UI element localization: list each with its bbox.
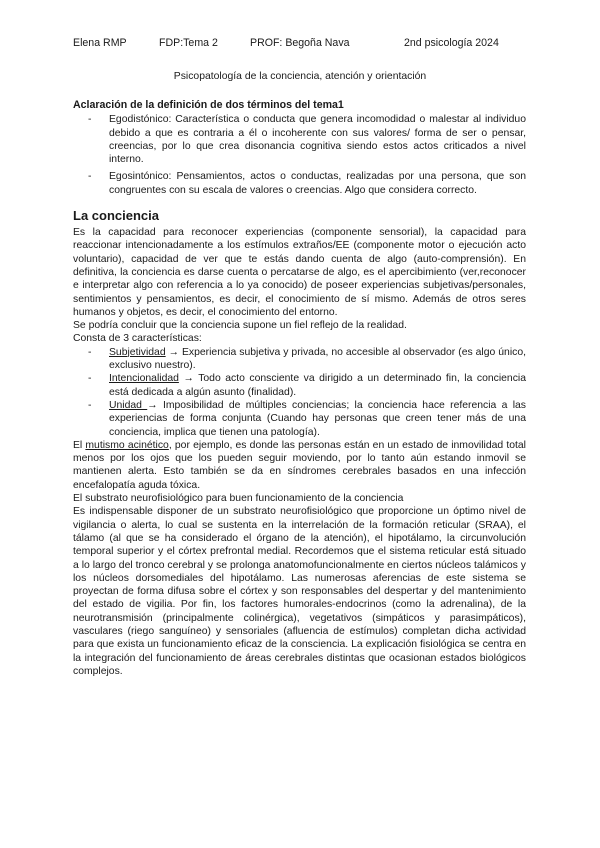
- header-course: 2nd psicología 2024: [404, 37, 499, 49]
- list-item-unidad: [109, 399, 526, 439]
- mutismo-prefix: El: [73, 439, 86, 451]
- term-intencionalidad: Intencionalidad: [109, 373, 179, 385]
- document-body: [73, 99, 526, 678]
- arrow-icon: →: [147, 399, 163, 411]
- mutismo-paragraph: [73, 439, 526, 492]
- arrow-icon: →: [178, 373, 199, 385]
- clarification-list: [73, 113, 526, 197]
- list-item-egodistonico: - Egodistónico: Característica o conducta que genera incomodidad o malestar al individuo debido a que es contraria a él o incoherente con sus valores/ forma de ser o pensar, creencias, por lo que crea disonancia cognitiva siendo estos actos criticados a nivel interno.: [109, 113, 526, 166]
- mutismo-text: , por ejemplo, es donde las personas están en un estado de inmovilidad total menos por los ojos que los pueden seguir moviendo, por lo tanto aún estando inmovil se mantienen alerta. Esto también se da en síndromes cerebrales basados en una infección encefalopatía aguda tóxica.: [73, 439, 526, 491]
- list-item-egosintonico: - Egosintónico: Pensamientos, actos o conductas, realizadas por una persona, que son congruentes con su escala de valores o creencias. Algo que considera correcto.: [109, 170, 526, 197]
- conciencia-intro-paragraph: Es la capacidad para reconocer experiencias (componente sensorial), la capacidad para reaccionar intencionadamente a los estímulos extraños/EE (componente motor o ejecución acto voluntario), capacidad de ver que te estás dando cuenta de algo (auto-comprensión). En definitiva, la conciencia es darse cuenta o percatarse de algo, es el apercibimiento (ver,reconocer e interpretar algo con referencia a lo ya conocido) de poseer experiencias subjetivas/personales, sentimientos y pensamientos, es decir, el conocimiento de sí mismo. Además de otros seres humanos y objetos, es decir, el conocimiento del entorno.: [73, 227, 526, 318]
- unidad-definition: Imposibilidad de múltiples conciencias; la conciencia hace referencia a las experiencias de forma conjunta (Cuando hay personas que creen tener más de una conciencia, implica que tienen una patología).: [109, 399, 527, 438]
- characteristics-list: [73, 346, 526, 439]
- list-item-intencionalidad: [109, 372, 526, 399]
- intencionalidad-definition: Todo acto consciente va dirigido a un determinado fin, la conciencia está dedicada a algún asunto (finalidad).: [109, 373, 526, 398]
- header-subject: FDP:Tema 2: [159, 37, 218, 49]
- header-author: Elena RMP: [73, 37, 127, 49]
- term-mutismo-acinetico: mutismo acinético: [85, 439, 169, 451]
- conciencia-conclusion: Se podría concluir que la conciencia supone un fiel reflejo de la realidad.: [73, 320, 407, 332]
- document-title: Psicopatología de la conciencia, atención y orientación: [173, 71, 427, 82]
- section-heading-conciencia: La conciencia: [73, 208, 159, 224]
- substrate-paragraph: Es indispensable disponer de un substrato neurofisiológico que proporcione un óptimo nivel de vigilancia o alerta, lo cual se sustenta en la interrelación de la formación reticular (SRAA), el tálamo (al que se ha considerado el órgano de la atención), el hipotálamo, la circunvolución temporal superior y el córtex prefrontal medial. Recordemos que el sistema reticular está situado a lo largo del tronco cerebral y se prolonga anatomofuncionalmente en ciertos núcleos talámicos y los núcleos dorsomediales del hipotálamo. Las numerosas aferencias de este sistema se proyectan de forma difusa sobre el córtex y son responsables del despertar y del mantenimiento del estado de vigilia. Por fin, los factores humorales-endocrinos (como la adrenalina), de la neurotransmisión (principalmente colinérgica), vegetativos (simpáticos y parasimpáticos), vasculares (riego sanguíneo) y sensoriales (afluencia de estímulos) completan dicha actividad para que exista un funcionamiento eficaz de la consciencia. La explicación fisiológica se centra en la integración del funcionamiento de áreas cerebrales distintas que ocasionan estados biológicos complejos.: [73, 506, 526, 677]
- list-item-subjetividad: [109, 346, 526, 373]
- term-unidad: Unidad: [109, 399, 148, 411]
- page-header: [73, 37, 540, 51]
- subjetividad-definition: Experiencia subjetiva y privada, no accesible al observador (es algo único, exclusivo nuestro).: [109, 346, 526, 372]
- header-professor: PROF: Begoña Nava: [250, 37, 350, 49]
- characteristics-intro: Consta de 3 características:: [73, 333, 202, 345]
- arrow-icon: →: [165, 346, 182, 358]
- term-subjetividad: Subjetividad: [109, 346, 166, 358]
- clarification-heading: Aclaración de la definición de dos términos del tema1: [73, 99, 344, 111]
- substrate-heading: El substrato neurofisiológico para buen funcionamiento de la conciencia: [73, 493, 404, 505]
